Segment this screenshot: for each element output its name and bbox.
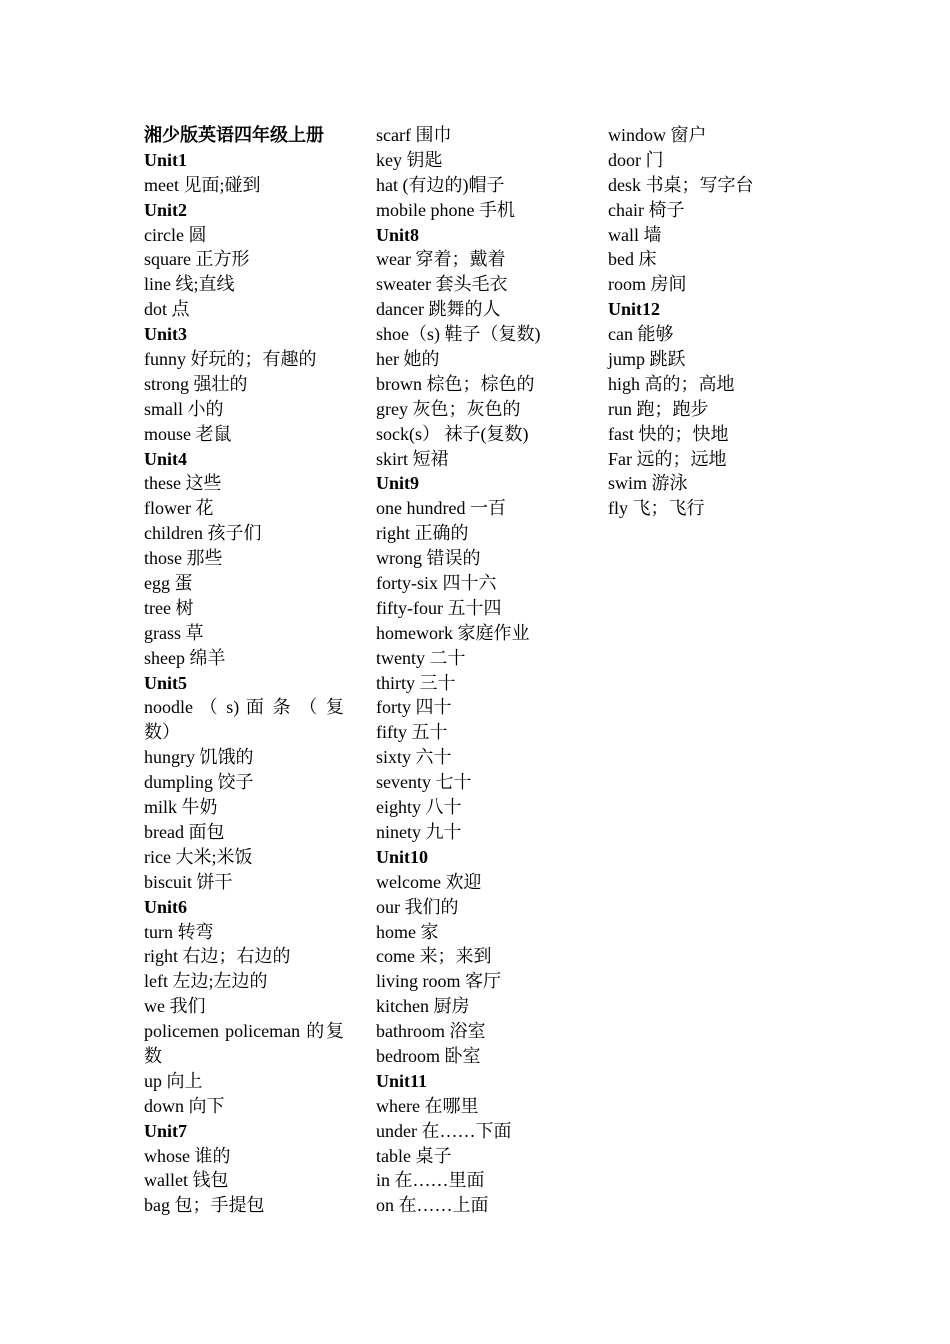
vocab-entry: sock(s） 袜子(复数): [376, 423, 529, 444]
vocab-entry: grey 灰色；灰色的: [376, 398, 521, 419]
vocab-entry: fly 飞；飞行: [608, 498, 705, 519]
vocab-entry: up 向上: [144, 1070, 203, 1091]
unit-heading: Unit1: [144, 149, 188, 170]
vocab-entry: fast 快的；快地: [608, 423, 729, 444]
vocab-entry: table 桌子: [376, 1145, 452, 1166]
vocab-entry: skirt 短裙: [376, 448, 449, 469]
vocab-entry: on 在……上面: [376, 1195, 489, 1216]
vocab-entry: these 这些: [144, 473, 222, 494]
vocab-entry: kitchen 厨房: [376, 996, 470, 1017]
vocab-entry: strong 强壮的: [144, 373, 248, 394]
vocab-entry: down 向下: [144, 1095, 225, 1116]
vocab-entry: home 家: [376, 921, 439, 942]
vocab-entry: scarf 围巾: [376, 125, 452, 145]
vocab-entry: one hundred 一百: [376, 498, 506, 519]
vocab-entry: swim 游泳: [608, 473, 688, 494]
vocab-entry: eighty 八十: [376, 797, 462, 818]
vocab-entry: fifty-four 五十四: [376, 597, 502, 618]
vocab-entry: in 在……里面: [376, 1170, 485, 1191]
vocab-entry: mouse 老鼠: [144, 423, 232, 444]
vocab-entry: living room 客厅: [376, 971, 501, 992]
vocab-entry: seventy 七十: [376, 772, 472, 793]
vocab-entry: policemen policeman 的复数: [144, 1021, 344, 1066]
vocab-entry: whose 谁的: [144, 1145, 231, 1166]
vocab-entry: sixty 六十: [376, 747, 452, 768]
vocab-entry: bed 床: [608, 249, 657, 270]
vocab-entry: biscuit 饼干: [144, 871, 233, 892]
vocab-entry: noodle （ s) 面 条 （ 复 数）: [144, 697, 344, 743]
unit-heading: Unit7: [144, 1120, 188, 1141]
vocab-entry: egg 蛋: [144, 573, 193, 594]
vocab-entry: high 高的；高地: [608, 373, 735, 394]
document-title: 湘少版英语四年级上册: [144, 125, 324, 145]
vocab-entry: run 跑；跑步: [608, 398, 709, 419]
vocab-entry: sweater 套头毛衣: [376, 274, 508, 295]
vocab-entry: where 在哪里: [376, 1095, 479, 1116]
vocab-entry: come 来；来到: [376, 946, 492, 967]
unit-heading: Unit5: [144, 672, 188, 693]
vocab-entry: thirty 三十: [376, 672, 456, 693]
vocab-entry: left 左边;左边的: [144, 971, 268, 992]
vocab-entry: bathroom 浴室: [376, 1021, 486, 1042]
vocab-entry: window 窗户: [608, 125, 707, 145]
vocab-entry: funny 好玩的；有趣的: [144, 349, 317, 370]
vocab-entry: rice 大米;米饭: [144, 846, 253, 867]
vocab-entry: hat (有边的)帽子: [376, 174, 505, 195]
unit-heading: Unit12: [608, 299, 661, 320]
vocab-entry: twenty 二十: [376, 647, 466, 668]
vocab-column-1: [144, 123, 344, 1218]
vocab-entry: fifty 五十: [376, 722, 448, 743]
vocab-entry: door 门: [608, 149, 664, 170]
vocab-entry: bag 包；手提包: [144, 1195, 265, 1216]
unit-heading: Unit10: [376, 846, 429, 867]
vocab-entry: right 右边；右边的: [144, 946, 291, 967]
vocab-entry: ninety 九十: [376, 821, 462, 842]
vocab-column-3: [608, 123, 808, 521]
vocab-entry: small 小的: [144, 398, 224, 419]
vocab-entry: children 孩子们: [144, 523, 262, 544]
vocab-entry: milk 牛奶: [144, 797, 218, 818]
vocab-entry: key 钥匙: [376, 149, 443, 170]
vocab-entry: bread 面包: [144, 821, 225, 842]
vocab-entry: square 正方形: [144, 249, 250, 270]
vocab-entry: mobile phone 手机: [376, 199, 515, 220]
vocab-entry: bedroom 卧室: [376, 1045, 481, 1066]
vocab-entry: her 她的: [376, 349, 440, 370]
vocab-entry: circle 圆: [144, 224, 207, 245]
vocab-entry: wrong 错误的: [376, 548, 481, 569]
vocab-entry: our 我们的: [376, 896, 459, 917]
unit-heading: Unit9: [376, 473, 420, 494]
vocab-entry: wear 穿着；戴着: [376, 249, 506, 270]
vocab-entry: we 我们: [144, 996, 206, 1017]
vocab-entry: hungry 饥饿的: [144, 747, 254, 768]
vocab-entry: can 能够: [608, 324, 674, 345]
unit-heading: Unit2: [144, 199, 188, 220]
vocab-entry: turn 转弯: [144, 921, 214, 942]
vocab-entry: under 在……下面: [376, 1120, 512, 1141]
vocab-entry: flower 花: [144, 498, 214, 519]
vocab-entry: chair 椅子: [608, 199, 685, 220]
vocab-entry: dancer 跳舞的人: [376, 299, 501, 320]
vocab-entry: desk 书桌；写字台: [608, 174, 754, 195]
vocab-entry: shoe（s) 鞋子（复数): [376, 324, 541, 345]
vocab-entry: Far 远的；远地: [608, 448, 727, 469]
vocab-entry: homework 家庭作业: [376, 622, 530, 643]
vocab-entry: welcome 欢迎: [376, 871, 482, 892]
vocab-entry: those 那些: [144, 548, 223, 569]
vocab-entry: dumpling 饺子: [144, 772, 254, 793]
unit-heading: Unit3: [144, 324, 188, 345]
vocab-entry: wall 墙: [608, 224, 662, 245]
vocab-entry: forty 四十: [376, 697, 452, 718]
unit-heading: Unit8: [376, 224, 420, 245]
vocab-entry: room 房间: [608, 274, 687, 295]
vocab-entry: brown 棕色；棕色的: [376, 373, 535, 394]
vocab-entry: grass 草: [144, 622, 204, 643]
unit-heading: Unit6: [144, 896, 188, 917]
unit-heading: Unit4: [144, 448, 188, 469]
vocab-entry: jump 跳跃: [608, 349, 686, 370]
vocab-entry: right 正确的: [376, 523, 469, 544]
vocab-entry: line 线;直线: [144, 274, 235, 295]
vocab-entry: tree 树: [144, 597, 194, 618]
vocab-entry: meet 见面;碰到: [144, 174, 261, 195]
vocab-entry: wallet 钱包: [144, 1170, 229, 1191]
vocab-entry: forty-six 四十六: [376, 573, 497, 594]
vocab-entry: sheep 绵羊: [144, 647, 226, 668]
unit-heading: Unit11: [376, 1070, 428, 1091]
vocab-entry: dot 点: [144, 299, 190, 320]
vocab-column-2: [376, 123, 576, 1218]
